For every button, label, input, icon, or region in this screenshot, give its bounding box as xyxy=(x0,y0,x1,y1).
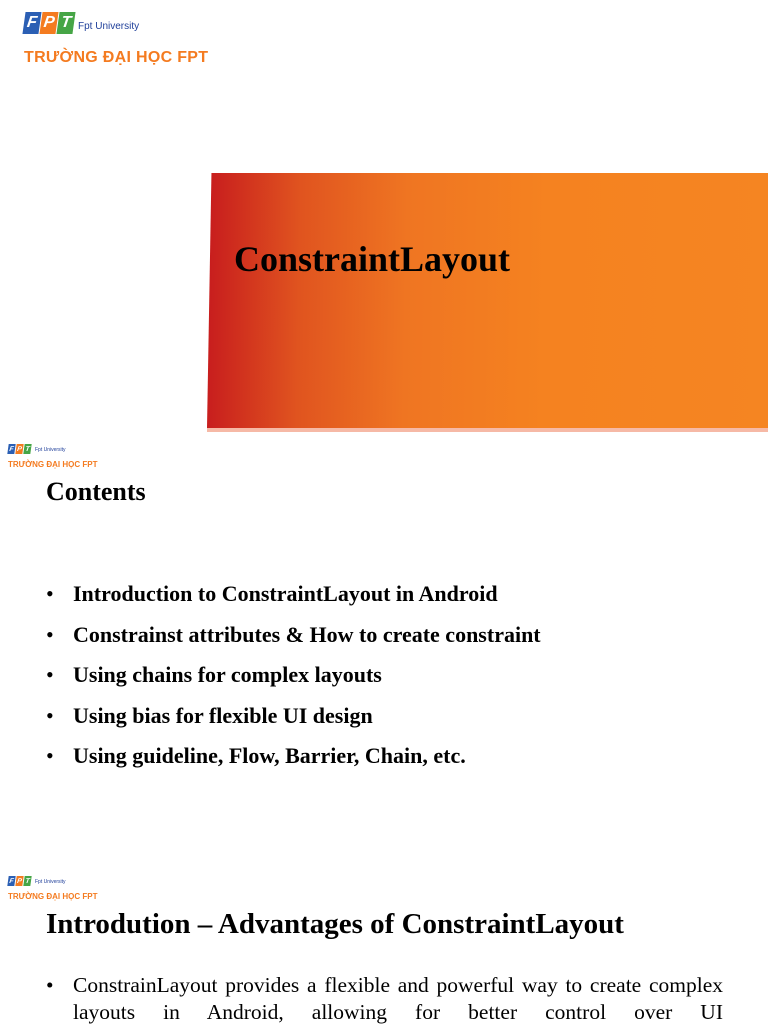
slide-title xyxy=(0,0,768,432)
intro-heading: Introdution – Advantages of ConstraintLayout xyxy=(46,908,624,940)
title-band xyxy=(207,173,768,428)
fpt-blocks xyxy=(8,876,32,886)
contents-heading: Contents xyxy=(46,477,146,506)
logo-school-name: TRƯỜNG ĐẠI HỌC FPT xyxy=(8,460,98,469)
logo-block-f: F xyxy=(22,12,41,34)
logo-university-text: Fpt University xyxy=(35,879,66,885)
logo-block-f: F xyxy=(8,877,15,885)
logo-block-t: T xyxy=(56,12,75,34)
logo-university-text: Fpt University xyxy=(78,21,140,32)
logo-university-text: Fpt University xyxy=(35,447,66,453)
logo-block-p: P xyxy=(39,12,58,34)
contents-list xyxy=(46,578,541,781)
fpt-blocks xyxy=(8,444,32,454)
logo-block-p: P xyxy=(16,445,23,453)
logo-block-t: T xyxy=(24,445,31,453)
fpt-university-logo xyxy=(8,876,118,904)
intro-list xyxy=(46,972,723,1024)
slide-title-text: ConstraintLayout xyxy=(234,239,511,279)
fpt-blocks xyxy=(24,12,75,34)
slide-introduction xyxy=(0,864,768,1024)
logo-block-t: T xyxy=(24,877,31,885)
list-item: • Using bias for flexible UI design xyxy=(46,700,541,741)
fpt-university-logo xyxy=(8,444,118,472)
logo-school-name: TRƯỜNG ĐẠI HỌC FPT xyxy=(24,49,209,66)
list-item: • Constrainst attributes & How to create constraint xyxy=(46,619,541,660)
slide-contents xyxy=(0,432,768,864)
logo-block-p: P xyxy=(16,877,23,885)
list-item: • ConstrainLayout provides a flexible and powerful way to create complex layouts in Android, allowing for better control over UI xyxy=(46,972,723,1024)
list-item: • Using guideline, Flow, Barrier, Chain, etc. xyxy=(46,740,541,781)
list-item: • Introduction to ConstraintLayout in Android xyxy=(46,578,541,619)
list-item: • Using chains for complex layouts xyxy=(46,659,541,700)
logo-block-f: F xyxy=(8,445,15,453)
logo-school-name: TRƯỜNG ĐẠI HỌC FPT xyxy=(8,892,98,901)
fpt-university-logo xyxy=(24,12,244,72)
